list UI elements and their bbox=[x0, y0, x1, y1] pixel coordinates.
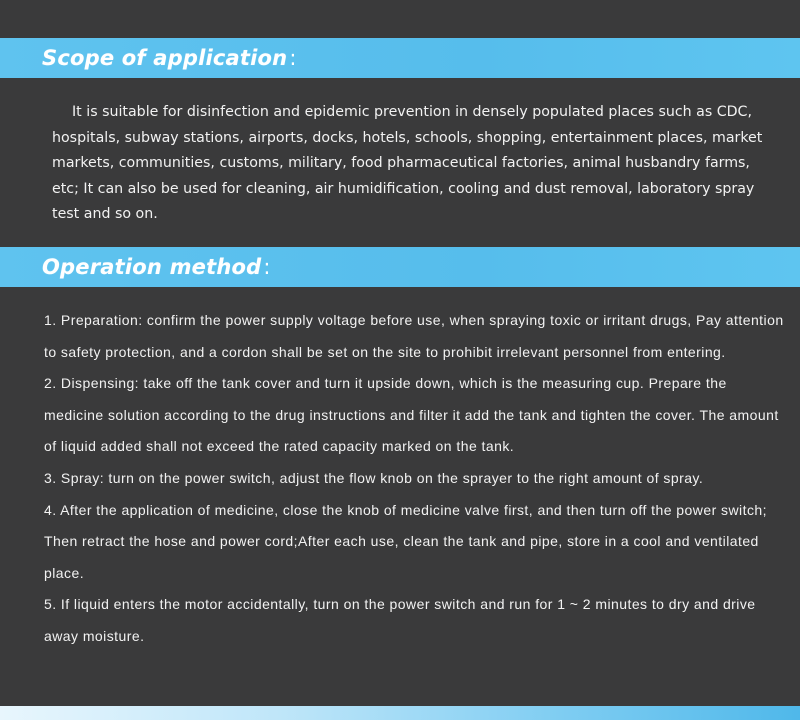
operation-banner bbox=[0, 247, 800, 287]
scope-banner bbox=[0, 38, 800, 78]
operation-title: Operation method bbox=[42, 255, 262, 279]
operation-step: 2. Dispensing: take off the tank cover and turn it upside down, which is the measuring cup. Prepare the medicine solution according to the drug instructions and filter it add the tank and tighten the cover. The amount of liquid added shall not exceed the rated capacity marked on the tank. bbox=[44, 375, 779, 455]
scope-description: It is suitable for disinfection and epidemic prevention in densely populated places such as CDC, hospitals, subway stations, airports, docks, hotels, schools, shopping, entertainment places, market markets, communities, customs, military, food pharmaceutical factories, animal husbandry farms, etc; It can also be used for cleaning, air humidification, cooling and dust removal, laboratory spray test and so on. bbox=[52, 104, 763, 223]
operation-title-colon: : bbox=[263, 255, 271, 279]
scope-title-colon: : bbox=[289, 46, 297, 70]
bottom-gradient-bar bbox=[0, 706, 800, 720]
operation-step: 4. After the application of medicine, close the knob of medicine valve first, and then turn off the power switch; Then retract the hose and power cord;After each use, clean the tank and pipe, store in a cool and ventilated place. bbox=[44, 501, 767, 581]
operation-step: 1. Preparation: confirm the power supply voltage before use, when spraying toxic or irritant drugs, Pay attention to safety protection, and a cordon shall be set on the site to prohibit irrelevant personnel from entering. bbox=[44, 312, 784, 360]
scope-title: Scope of application bbox=[42, 46, 288, 70]
operation-step: 5. If liquid enters the motor accidentally, turn on the power switch and run for 1 ~ 2 minutes to dry and drive away moisture. bbox=[44, 596, 756, 644]
operation-steps-list bbox=[44, 305, 784, 653]
top-strip bbox=[0, 0, 800, 37]
operation-step: 3. Spray: turn on the power switch, adjust the flow knob on the sprayer to the right amount of spray. bbox=[44, 469, 704, 486]
